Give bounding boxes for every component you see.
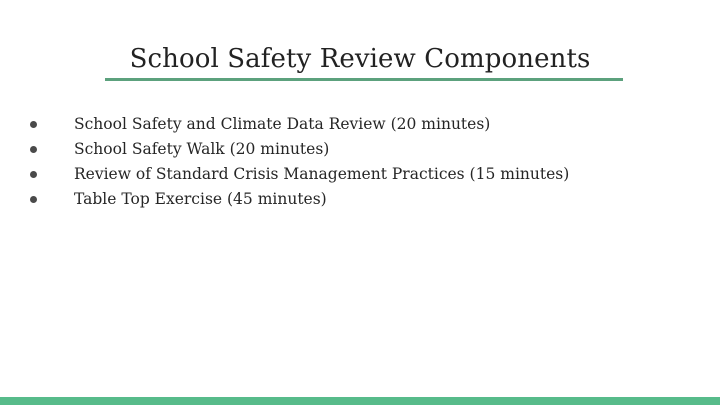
bullet-icon [30, 171, 37, 178]
bullet-item-crisis-practices [30, 162, 569, 187]
bullet-icon [30, 196, 37, 203]
bullet-text: School Safety Walk (20 minutes) [74, 140, 330, 158]
bottom-accent-bar [0, 397, 720, 405]
bullet-list [30, 112, 569, 212]
bullet-text: Review of Standard Crisis Management Practices (15 minutes) [74, 165, 570, 183]
bullet-icon [30, 146, 37, 153]
title-underline [105, 78, 623, 81]
bullet-text: School Safety and Climate Data Review (20 minutes) [74, 115, 491, 133]
bullet-item-data-review [30, 112, 569, 137]
bullet-item-table-top [30, 187, 569, 212]
slide-title: School Safety Review Components [129, 44, 591, 74]
bullet-text: Table Top Exercise (45 minutes) [74, 190, 327, 208]
bullet-item-safety-walk [30, 137, 569, 162]
bullet-icon [30, 121, 37, 128]
